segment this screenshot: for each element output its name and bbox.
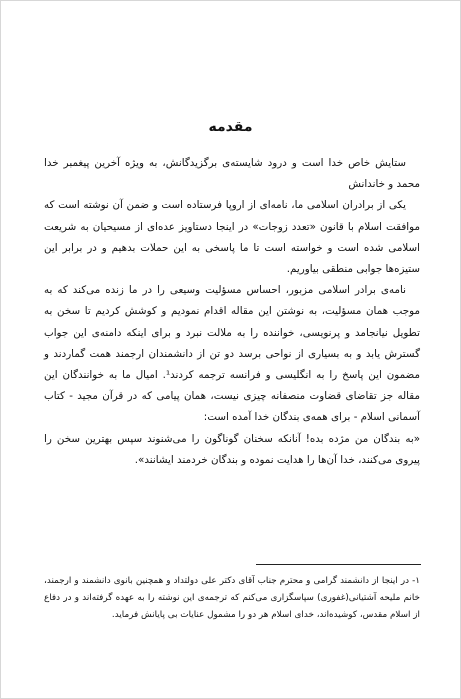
paragraph-letter: یکی از برادران اسلامی ما، نامه‌ای از اروپا فرستاده است و ضمن آن نوشته است که موافقت اسلام با قانون «تعدد زوجات» در اینجا دستاویز عده‌ای از مسیحیان به شریعت اسلامی شده است و خواسته است تا ما پاسخی به این حملات بدهیم و در برابر این ستیزه‌ها جوابی منطقی بیاوریم. — [44, 199, 420, 276]
footnote — [44, 573, 420, 623]
paragraph-praise: ستایش خاص خدا است و درود شایسته‌ی برگزیدگانش، به ویژه آخرین پیغمبر خدا محمد و خاندانش — [44, 157, 420, 191]
quran-quote: «به بندگان من مژده بده! آنانکه سخنان گوناگون را می‌شنوند سپس بهترین سخن را پیروی می‌کنند، خدا آن‌ها را هدایت نموده و بندگان خردمند ایشانند». — [44, 432, 420, 466]
paragraph-response: نامه‌ی برادر اسلامی مزبور، احساس مسؤلیت وسیعی را در ما زنده می‌کند که به موجب همان مسؤلیت، به نوشتن این مقاله اقدام نمودیم و کوشش کردیم تا سخن به تطویل نیانجامد و پرنویسی، خواننده را به ملالت نبرد و برای اینکه دامنه‌ی این جواب گسترش یابد و به بسیاری از نواحی برسد دو تن از دانشمندان ارجمند همت گماردند و مضمون این پاسخ را به انگلیسی و فرانسه ترجمه کردند¹. امیال ما به خوانندگان این مقاله جز تقاضای قضاوت منصفانه چیزی نیست، همان پیامی که در قرآن مجید - کتاب آسمانی اسلام - برای همه‌ی بندگان خدا آمده است: — [44, 284, 420, 424]
footnote-divider — [256, 564, 421, 565]
body-text — [44, 153, 420, 471]
footnote-text: ۱- در اینجا از دانشمند گرامی و محترم جناب آقای دکتر علی دولتداد و همچنین بانوی دانشمند و ارجمند، خانم ملیحه آشتیانی(غفوری) سپاسگزاری می‌کنم که ترجمه‌ی این نوشته را به عهده گرفته‌اند و در دفاع از اسلام مقدس، کوشیده‌اند، خدای اسلام هر دو را مشمول عنایات بی پایانش فرماید. — [44, 576, 420, 620]
page-title: مقدمه — [208, 119, 253, 135]
